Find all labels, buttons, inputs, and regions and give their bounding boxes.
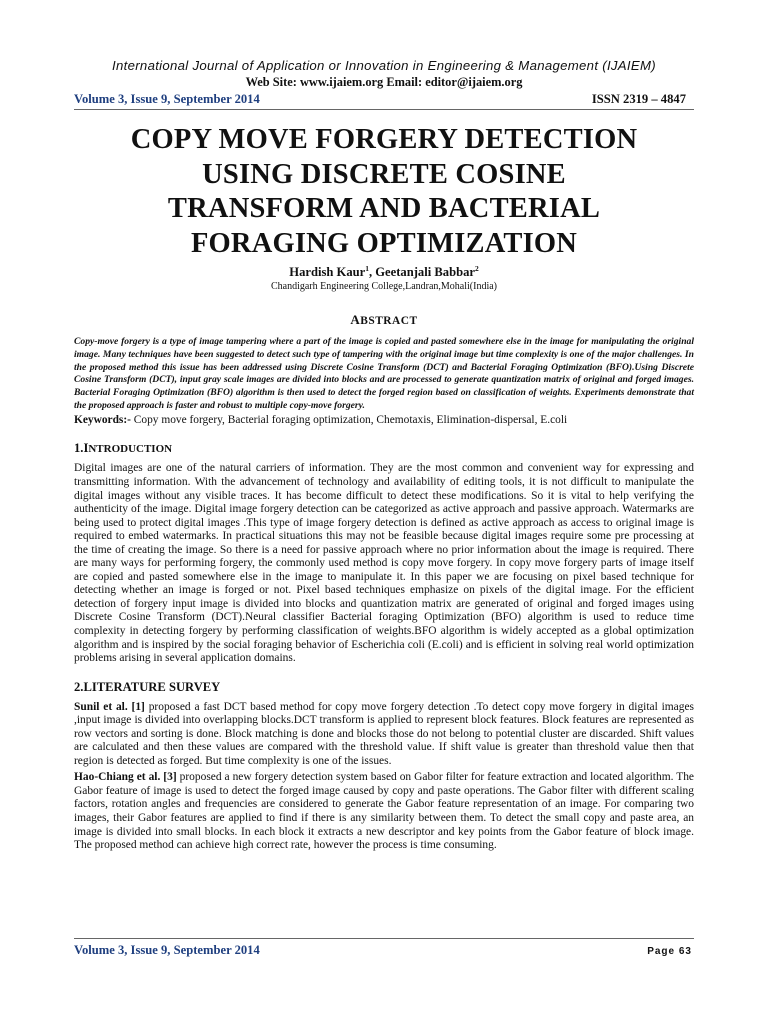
title-line: USING DISCRETE COSINE xyxy=(202,158,566,190)
keywords-list: Copy move forgery, Bacterial foraging optimization, Chemotaxis, Elimination-dispersal, E.coli xyxy=(130,414,568,427)
keywords-line xyxy=(74,413,694,427)
author-separator: , xyxy=(368,265,376,280)
title-line: FORAGING OPTIMIZATION xyxy=(190,227,578,259)
author-line xyxy=(74,264,694,280)
volume-issn-row xyxy=(74,92,694,110)
abstract-heading-initial: A xyxy=(350,312,361,328)
keywords-label: Keywords:- xyxy=(74,414,131,427)
article-page xyxy=(74,58,694,853)
paper-title xyxy=(74,123,694,261)
citation-lead: Sunil et al. [1] xyxy=(74,700,145,713)
literature-paragraph xyxy=(74,701,694,769)
author-name: Geetanjali Babbar xyxy=(375,265,475,280)
section-heading-initial: I xyxy=(83,441,89,456)
literature-paragraph xyxy=(74,771,694,852)
journal-name: International Journal of Application or Innovation in Engineering & Management (IJAIEM) xyxy=(112,58,656,73)
paragraph-text: proposed a new forgery detection system based on Gabor filter for feature extraction and located algorithm. The Gabor feature of image is used to detect the forged image caused by copy and paste operations. The Gabor filter with different scaling factors, rotation angles and frequencies are considered to generate the Gabor feature representation of an image. For comparing two images, their Gabor features are applied to find if there is any similarity between them. To detect the small copy and paste area, an image is divided into small blocks. In each block it extracts a new descriptor and key points from the Gabor feature of block image. The proposed method can achieve high correct rate, however the process is time consuming. xyxy=(74,771,695,852)
section-heading-literature-survey: 2.LITERATURE SURVEY xyxy=(74,679,221,694)
header-volume: Volume 3, Issue 9, September 2014 xyxy=(74,92,260,106)
citation-lead: Hao-Chiang et al. [3] xyxy=(74,771,177,784)
abstract-heading xyxy=(74,312,694,328)
affiliation-marker: 2 xyxy=(474,264,479,273)
section-heading-introduction xyxy=(74,441,694,456)
page-number: Page 63 xyxy=(647,946,692,957)
website-email-line: Web Site: www.ijaiem.org Email: editor@ijaiem.org xyxy=(245,75,523,89)
title-line: COPY MOVE FORGERY DETECTION xyxy=(130,124,638,155)
journal-header xyxy=(74,58,694,110)
page-footer xyxy=(74,938,694,958)
header-issn: ISSN 2319 – 4847 xyxy=(591,92,686,106)
affiliation-marker: 1 xyxy=(365,264,369,273)
author-name: Hardish Kaur xyxy=(289,265,366,280)
affiliation: Chandigarh Engineering College,Landran,Mohali(India) xyxy=(270,281,498,293)
introduction-paragraph: Digital images are one of the natural carriers of information. They are the most common and convenient way for expressing and transmitting information. With the advancement of technology and availability of editing tools, it is not difficult to manipulate the digital images without any visible traces. It has become difficult to detect these modifications. So it is vital to help verifying the authenticity of the image. Digital image forgery detection can be categorized as active approach and passive approach. Watermarks are being used to protect digital images .This type of image forgery detection is defined as active approach as access to original image is required to embed watermarks. In practical situations this may not be feasible because digital images require some pre processing at the time of creating the image. So there is a need for passive approach where no prior information about the image is required. There are many ways for performing forgery, the commonly used method is copy move forgery. In copy move forgery parts of image itself are copied and pasted somewhere else in the image to manipulate it. In this paper we are focusing on pixel based technique for detecting whether an image is forged or not. Pixel based techniques emphasize on pixels of the digital image. For the efficient detection of forgery input image is divided into blocks and quantization matrix are generated of original and forged images using Discrete Cosine Transform (DCT).Neural classifier Bacterial foraging Optimization (BFO) algorithm is used to reduce time complexity in detecting forgery by performing classification of weights.BFO algorithm is widely accepted as a global optimization algorithm and is inspired by the social foraging behavior of Escherichia coli (E.coli) and is efficient in solving real world optimization problems arising in several application domains. xyxy=(74,462,694,665)
paragraph-text: proposed a fast DCT based method for copy move forgery detection .To detect copy move forgery in digital images ,input image is divided into overlapping blocks.DCT transform is applied to represent block features. Block features are represented as row vectors and sorting is done. Block matching is done and blocks those do not belong to potential cluster are discarded. Shift values are calculated and then these values are compared with the threshold value. If shift value is greater than threshold value then that region is detected as forged. But time complexity is one of the issues. xyxy=(74,700,694,767)
abstract-heading-rest: BSTRACT xyxy=(360,315,418,328)
section-heading-rest: NTRODUCTION xyxy=(88,443,173,456)
section-number: 1. xyxy=(74,441,84,456)
abstract-text: Copy-move forgery is a type of image tampering where a part of the image is copied and pasted somewhere else in the image for manipulating the original image. Many techniques have been suggested to detect such type of tampering with the original image but time complexity is one of the major challenges. In the proposed method this issue has been addressed using Discrete Cosine Transform (DCT) and Bacterial Foraging Optimization (BFO).Using Discrete Cosine Transform (DCT), input gray scale images are divided into blocks and are processed to generate quantization matrix of original and forged images. Bacterial Foraging Optimization (BFO) algorithm is then used to detect the forged region based on classification of weights. Experiments demonstrate that the proposed approach is faster and robust to multiple copy-move forgery. xyxy=(74,336,694,411)
title-line: TRANSFORM AND BACTERIAL xyxy=(167,193,601,224)
footer-volume: Volume 3, Issue 9, September 2014 xyxy=(74,943,260,957)
